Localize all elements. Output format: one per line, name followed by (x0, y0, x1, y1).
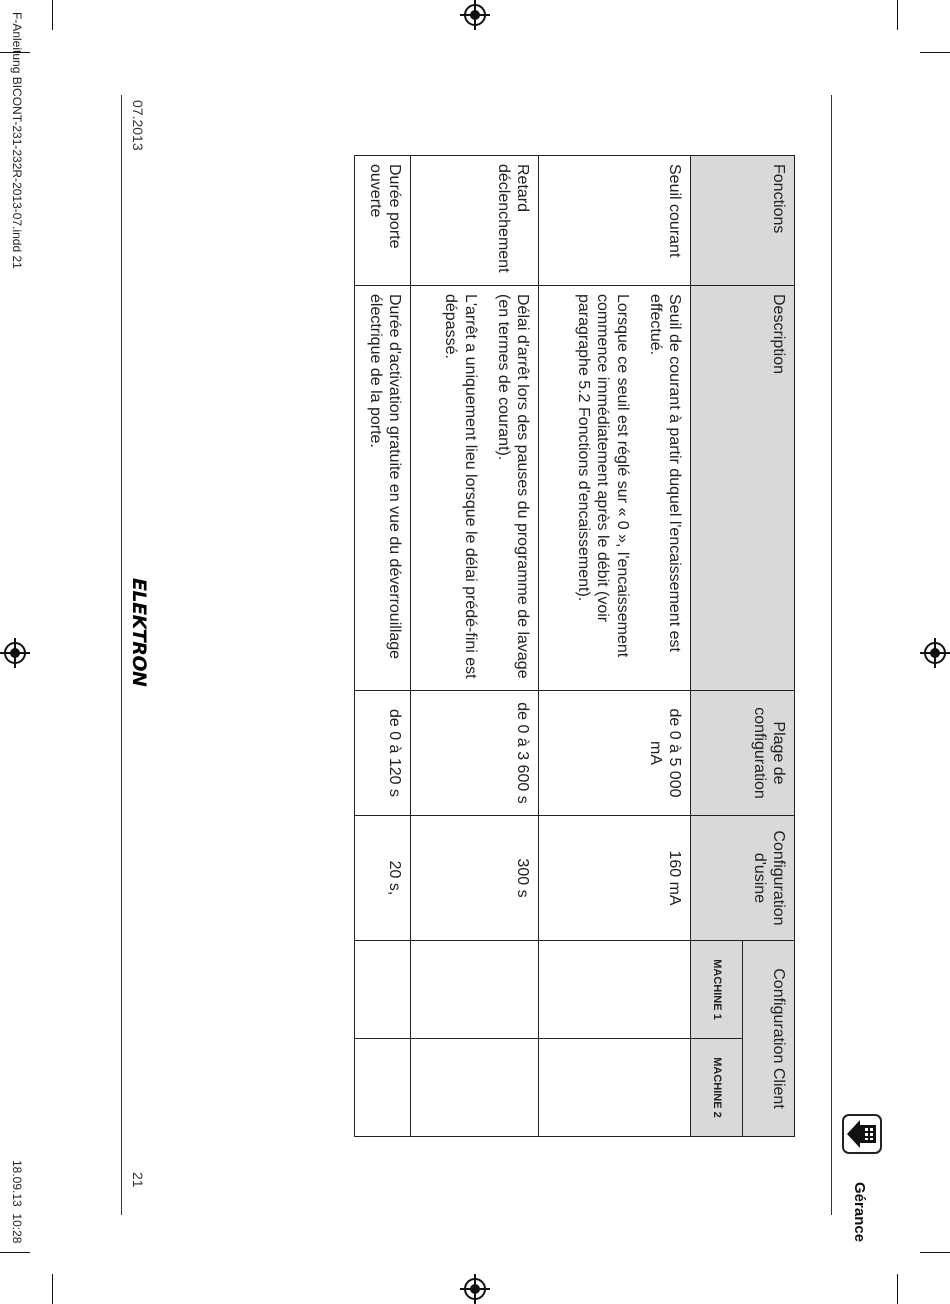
footer-rule (831, 95, 832, 1215)
machine-1-cell[interactable] (411, 941, 539, 1039)
header-factory: Configuration d'usine (691, 816, 795, 941)
table-row (539, 156, 691, 1137)
header-client: Configuration Client (743, 941, 795, 1137)
print-date: 18.09.13 (10, 1160, 24, 1207)
building-down-arrow-icon (842, 1114, 882, 1154)
description-text: Délai d'arrêt lors des pauses du programme de lavage (en termes de courant). (494, 294, 531, 679)
table-row (355, 156, 411, 1137)
crop-mark (920, 1252, 950, 1253)
description-note: Lorsque ce seuil est réglé sur « 0 », l'encaissement commence immédiatement après le débit (voir paragraphe 5.2 Fonctions d'encaissement). (575, 294, 631, 658)
header-description: Description (691, 286, 795, 691)
machine-1-cell[interactable] (539, 941, 691, 1039)
crop-mark (52, 0, 53, 30)
description-note: L'arrêt a uniquement lieu lorsque le délai prédé-fini est dépassé. (442, 294, 479, 679)
registration-mark-icon (924, 642, 946, 664)
table-row (411, 156, 539, 1137)
description-text: Durée d'activation gratuite en vue du déverrouillage électrique de la porte. (366, 294, 403, 660)
crop-mark (52, 1274, 53, 1304)
description-text: Seuil de courant à partir duquel l'encaissement est effectué. (646, 294, 683, 652)
machine-2-cell[interactable] (411, 1039, 539, 1137)
print-timestamp (10, 1160, 24, 1243)
factory-cell: 20 s, (355, 816, 411, 941)
function-cell: Retard déclenchement (411, 156, 539, 286)
range-cell: de 0 à 3 600 s (411, 691, 539, 816)
page-number: 21 (130, 1172, 146, 1188)
file-info: F-Anleitung BICONT-231-232R-2013-07.indd 21 (10, 12, 24, 269)
machine-2-cell[interactable] (355, 1039, 411, 1137)
description-cell (355, 286, 411, 691)
function-cell: Seuil courant (539, 156, 691, 286)
footer-section-label: Gérance (851, 1182, 868, 1243)
header-machine-1: MACHINE 1 (691, 941, 743, 1039)
machine-1-cell[interactable] (355, 941, 411, 1039)
description-cell (411, 286, 539, 691)
registration-mark-icon (4, 642, 26, 664)
header-date: 07.2013 (130, 100, 146, 151)
print-time: 10:28 (10, 1213, 24, 1244)
crop-mark (920, 52, 950, 53)
registration-mark-icon (464, 1278, 486, 1300)
machine-2-cell[interactable] (539, 1039, 691, 1137)
header-machine-2: MACHINE 2 (691, 1039, 743, 1137)
range-cell: de 0 à 120 s (355, 691, 411, 816)
description-cell (539, 286, 691, 691)
header-rule (121, 95, 122, 1215)
header-range: Plage de configuration (691, 691, 795, 816)
factory-cell: 160 mA (539, 816, 691, 941)
header-functions: Fonctions (691, 156, 795, 286)
crop-mark (0, 1252, 30, 1253)
brand-logo: ELEKTRON (128, 578, 150, 687)
factory-cell: 300 s (411, 816, 539, 941)
crop-mark (897, 0, 898, 30)
range-cell: de 0 à 5 000 mA (539, 691, 691, 816)
function-cell: Durée porte ouverte (355, 156, 411, 286)
registration-mark-icon (464, 4, 486, 26)
configuration-table (354, 155, 795, 1137)
crop-mark (897, 1274, 898, 1304)
